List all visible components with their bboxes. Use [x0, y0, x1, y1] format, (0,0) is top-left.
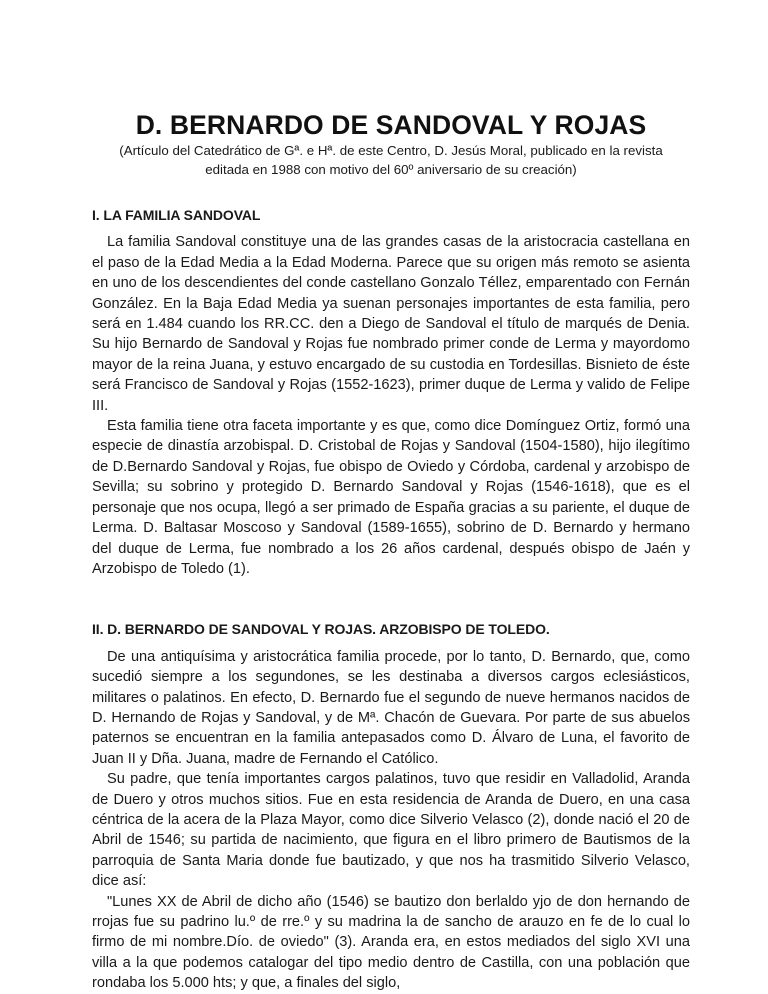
- section-heading: I. LA FAMILIA SANDOVAL: [92, 207, 261, 223]
- document-title: D. BERNARDO DE SANDOVAL Y ROJAS: [135, 110, 647, 140]
- section-body: [92, 647, 690, 994]
- paragraph: La familia Sandoval constituye una de las grandes casas de la aristocracia castellana en el paso de la Edad Media a la Edad Moderna. Parece que su origen más remoto se asienta en uno de los descendientes del conde castellano Gonzalo Téllez, emparentado con Fernán González. En la Baja Edad Media ya suenan personajes importantes de esta familia, pero será en 1.484 cuando los RR.CC. den a Diego de Sandoval el título de marqués de Denia. Su hijo Bernardo de Sandoval y Rojas fue nombrado primer conde de Lerma y mayordomo mayor de la reina Juana, y estuvo encargado de su custodia en Tordesillas. Bisnieto de éste será Francisco de Sandoval y Rojas (1552-1623), primer duque de Lerma y valido de Felipe III.: [92, 234, 690, 414]
- paragraph: Esta familia tiene otra faceta importante y es que, como dice Domínguez Ortiz, formó una especie de dinastía arzobispal. D. Cristobal de Rojas y Sandoval (1504-1580), hijo ilegítimo de D.Bernardo Sandoval y Rojas, fue obispo de Oviedo y Córdoba, cardenal y arzobispo de Sevilla; su sobrino y protegido D. Bernardo Sandoval y Rojas (1546-1618), que es el personaje que nos ocupa, llegó a ser primado de España gracias a su pariente, el duque de Lerma. D. Baltasar Moscoso y Sandoval (1589-1655), sobrino de D. Bernardo y hermano del duque de Lerma, fue nombrado a los 26 años cardenal, después obispo de Jaén y Arzobispo de Toledo (1).: [92, 418, 690, 577]
- paragraph: De una antiquísima y aristocrática familia procede, por lo tanto, D. Bernardo, que, como sucedió siempre a los segundones, se les destinaba a diversos cargos eclesiásticos, militares o palatinos. En efecto, D. Bernardo fue el segundo de nueve hermanos nacidos de D. Hernando de Rojas y Sandoval, y de Mª. Chacón de Guevara. Por parte de sus abuelos paternos se encuentran en la familia antepasados como D. Álvaro de Luna, el favorito de Juan II y Dña. Juana, madre de Fernando el Católico.: [92, 648, 690, 767]
- document-subtitle: [78, 141, 704, 179]
- subtitle-line: editada en 1988 con motivo del 60º aniversario de su creación): [205, 162, 577, 177]
- paragraph: "Lunes XX de Abril de dicho año (1546) se bautizo don berlaldo yjo de don hernando de rrojas fue su padrino lu.º de rre.º y su madrina la de sancho de arauzo en fe de lo cual lo firmo de mi nombre.Dío. de oviedo" (3). Aranda era, en estos mediados del siglo XVI una villa a la que podemos catalogar del tipo medio dentro de Castilla, con una población que rondaba los 5.000 hts; y que, a finales del siglo,: [92, 893, 690, 992]
- paragraph: Su padre, que tenía importantes cargos palatinos, tuvo que residir en Valladolid, Aranda de Duero y otros muchos sitios. Fue en esta residencia de Aranda de Duero, en una casa céntrica de la acera de la Plaza Mayor, como dice Silverio Velasco (2), donde nació el 20 de Abril de 1546; su partida de nacimiento, que figura en el libro primero de Bautismos de la parroquia de Santa Maria donde fue bautizado, y que nos ha trasmitido Silverio Velasco, dice así:: [92, 771, 690, 890]
- document-page: [92, 110, 690, 994]
- subtitle-line: (Artículo del Catedrático de Gª. e Hª. de este Centro, D. Jesús Moral, publicado en la revista: [119, 143, 663, 158]
- section-heading: II. D. BERNARDO DE SANDOVAL Y ROJAS. ARZOBISPO DE TOLEDO.: [92, 621, 550, 638]
- section-body: [92, 232, 690, 579]
